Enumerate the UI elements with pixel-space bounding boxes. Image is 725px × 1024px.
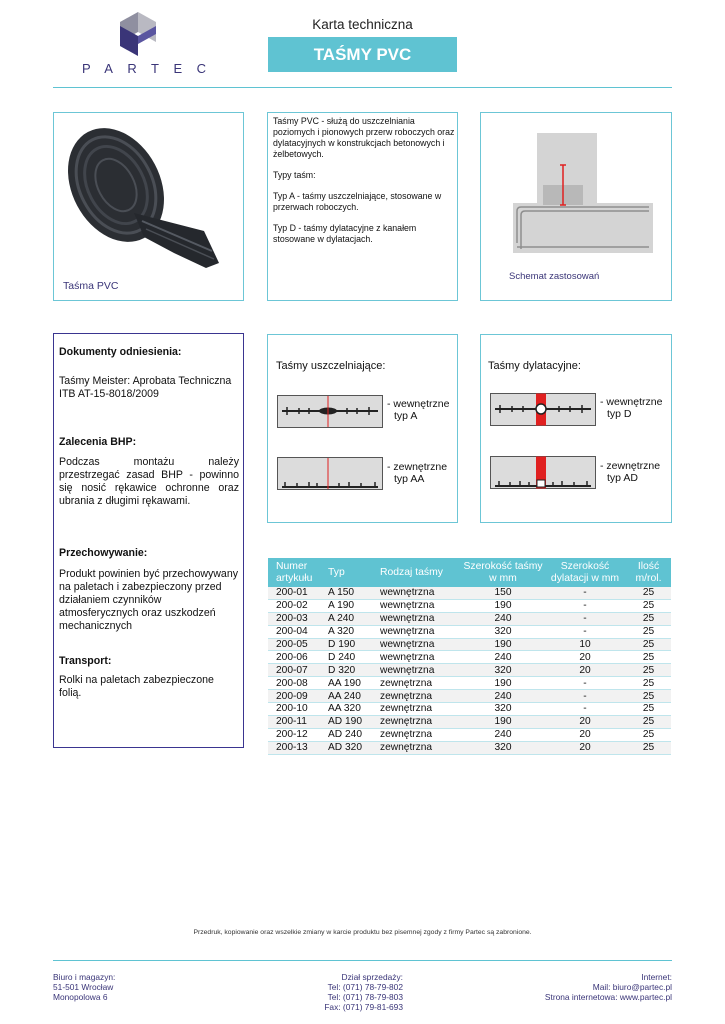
photo-caption: Taśma PVC [63,280,119,292]
table-cell: 200-09 [268,690,328,703]
table-cell: 25 [626,638,671,651]
table-cell: 25 [626,677,671,690]
footer-office-line: Biuro i magazyn: [53,972,116,982]
table-row [268,677,671,690]
column-header-tape-width: Szerokość taśmy w mm [462,558,544,587]
table-cell: wewnętrzna [380,638,462,651]
profile-type-aa-diagram [277,457,383,490]
description-paragraph: Taśmy PVC - służą do uszczelniania poziomych i pionowych przerw roboczych oraz dylatacyjnych w konstrukcjach betonowych i żelbetowych. [273,116,455,159]
table-row [268,715,671,728]
table-cell: 25 [626,690,671,703]
profile-ad-label-line1: - zewnętrzne [600,460,661,472]
table-cell: D 240 [328,651,380,664]
sealing-profiles-title: Taśmy uszczelniające: [276,360,386,372]
table-cell: 320 [462,741,544,754]
footer-office-address [53,972,115,1002]
table-row [268,599,671,612]
table-cell: 200-05 [268,638,328,651]
table-cell: 200-11 [268,715,328,728]
transport-heading: Transport: [59,655,112,667]
table-cell: AD 240 [328,728,380,741]
table-cell: 200-01 [268,587,328,599]
profile-d-label-line2: typ D [607,408,632,420]
table-cell: 25 [626,703,671,716]
footer-sales-line: Tel: (071) 78-79-802 [327,982,403,992]
table-cell: wewnętrzna [380,664,462,677]
table-row [268,703,671,716]
table-cell: 25 [626,664,671,677]
table-cell: 190 [462,677,544,690]
specification-table [268,558,671,755]
table-row [268,728,671,741]
table-cell: wewnętrzna [380,587,462,599]
table-cell: 200-04 [268,625,328,638]
table-cell: AD 320 [328,741,380,754]
footer-sales-line: Tel: (071) 78-79-803 [327,992,403,1002]
logo-text: PARTEC [82,61,221,76]
table-cell: zewnętrzna [380,677,462,690]
table-cell: - [544,690,626,703]
table-cell: AA 240 [328,690,380,703]
profile-aa-label-line1: - zewnętrzne [387,461,448,473]
table-cell: D 190 [328,638,380,651]
table-cell: A 240 [328,612,380,625]
table-cell: 20 [544,651,626,664]
profile-type-d-diagram [490,393,596,426]
table-cell: - [544,703,626,716]
table-header-row [268,558,671,587]
table-cell: AD 190 [328,715,380,728]
profile-aa-label-line2: typ AA [394,473,425,485]
schematic-caption: Schemat zastosowań [509,271,600,282]
footer-internet-contact [500,972,672,1002]
column-header-article-number: Numer artykułu [268,558,328,587]
transport-section [59,655,239,700]
table-cell: - [544,677,626,690]
table-cell: 25 [626,625,671,638]
table-cell: 190 [462,638,544,651]
table-cell: 20 [544,664,626,677]
profile-ad-label [600,460,660,484]
table-cell: 25 [626,728,671,741]
table-cell: A 320 [328,625,380,638]
table-cell: - [544,587,626,599]
table-cell: 200-02 [268,599,328,612]
table-cell: A 150 [328,587,380,599]
profile-type-ad-diagram [490,456,596,489]
table-cell: 240 [462,728,544,741]
table-cell: 25 [626,741,671,754]
footer-sales-line: Fax: (071) 79-81-693 [324,1002,403,1012]
table-cell: 240 [462,651,544,664]
column-header-tape-kind: Rodzaj taśmy [380,558,462,587]
partec-logo-icon [118,12,158,56]
product-title [268,37,457,72]
table-cell: wewnętrzna [380,651,462,664]
table-row [268,664,671,677]
footer-email-link[interactable]: Mail: biuro@partec.pl [592,982,672,992]
transport-text: Rolki na paletach zabezpieczone folią. [59,674,214,699]
footer-office-line: 51-501 Wrocław [53,982,114,992]
table-cell: zewnętrzna [380,690,462,703]
table-cell: wewnętrzna [380,625,462,638]
reference-documents-text: Taśmy Meister: Aprobata Techniczna ITB AT-15-8018/2009 [59,375,232,400]
table-cell: 200-06 [268,651,328,664]
safety-section [59,436,239,508]
description-paragraph: Typ A - taśmy uszczelniające, stosowane w przerwach roboczych. [273,191,442,212]
table-row [268,638,671,651]
table-cell: AA 320 [328,703,380,716]
table-cell: 20 [544,741,626,754]
reference-documents-section [59,346,239,401]
footer-website-link[interactable]: Strona internetowa: www.partec.pl [544,992,672,1002]
description-paragraph: Typ D - taśmy dylatacyjne z kanałem stosowane w dylatacjach. [273,223,417,244]
logo [118,12,158,56]
table-cell: - [544,612,626,625]
product-description [273,116,456,255]
footer-sales-line: Dział sprzedaży: [341,972,403,982]
table-cell: wewnętrzna [380,599,462,612]
profile-d-label [600,396,662,420]
safety-text: Podczas montażu należy przestrzegać zasad BHP - powinno się nosić rękawice ochronne oraz ubrania z długimi rękawami. [59,456,239,507]
table-cell: zewnętrzna [380,728,462,741]
table-cell: 150 [462,587,544,599]
storage-heading: Przechowywanie: [59,547,148,559]
reference-documents-heading: Dokumenty odniesienia: [59,346,182,358]
profile-type-a-diagram [277,395,383,428]
column-header-expansion-width: Szerokość dylatacji w mm [544,558,626,587]
table-cell: 320 [462,664,544,677]
footer-divider [53,960,672,961]
table-cell: zewnętrzna [380,741,462,754]
pvc-tape-roll-image [54,113,243,300]
profile-a-label-line1: - wewnętrzne [387,398,450,410]
table-cell: 190 [462,599,544,612]
storage-text: Produkt powinien być przechowywany na paletach i zabezpieczony przed działaniem czynników atmosferycznych oraz uszkodzeń mechanicznych [59,568,239,632]
product-photo-panel [53,112,244,301]
table-cell: 25 [626,599,671,612]
table-cell: 200-08 [268,677,328,690]
table-cell: 200-13 [268,741,328,754]
table-row [268,690,671,703]
table-cell: 240 [462,612,544,625]
column-header-quantity: Ilość m/rol. [626,558,671,587]
table-cell: 320 [462,625,544,638]
table-cell: 20 [544,715,626,728]
header-divider [53,87,672,88]
document-type: Karta techniczna [312,17,413,32]
table-cell: 25 [626,715,671,728]
expansion-profiles-title: Taśmy dylatacyjne: [488,360,581,372]
table-cell: AA 190 [328,677,380,690]
table-cell: wewnętrzna [380,612,462,625]
table-body [268,587,671,754]
product-title-text: TAŚMY PVC [313,44,412,64]
table-cell: - [544,599,626,612]
table-cell: A 190 [328,599,380,612]
profile-ad-label-line2: typ AD [607,472,638,484]
table-row [268,612,671,625]
table-row [268,625,671,638]
table-cell: 320 [462,703,544,716]
table-cell: zewnętrzna [380,703,462,716]
table-cell: 10 [544,638,626,651]
table-cell: 25 [626,651,671,664]
footer-office-line: Monopolowa 6 [53,992,108,1002]
safety-heading: Zalecenia BHP: [59,436,137,448]
table-cell: 190 [462,715,544,728]
profile-d-label-line1: - wewnętrzne [600,396,663,408]
table-cell: 25 [626,587,671,599]
table-cell: 25 [626,612,671,625]
table-cell: - [544,625,626,638]
profile-a-label [387,398,449,422]
table-cell: 200-10 [268,703,328,716]
description-paragraph: Typy taśm: [273,170,316,180]
table-row [268,741,671,754]
storage-section [59,547,239,633]
table-row [268,651,671,664]
table-row [268,587,671,599]
copyright-notice: Przedruk, kopiowanie oraz wszelkie zmiany w karcie produktu bez pisemnej zgody z firmy Partec są zabronione. [193,929,532,936]
table-cell: 200-12 [268,728,328,741]
table-cell: 200-07 [268,664,328,677]
schematic-panel [480,112,672,301]
table-cell: 200-03 [268,612,328,625]
column-header-type: Typ [328,558,380,587]
table-cell: zewnętrzna [380,715,462,728]
profile-a-label-line2: typ A [394,410,418,422]
footer-sales-contact [300,972,403,1012]
table-cell: 240 [462,690,544,703]
footer-internet-line: Internet: [641,972,672,982]
profile-aa-label [387,461,447,485]
table-cell: D 320 [328,664,380,677]
table-cell: 20 [544,728,626,741]
